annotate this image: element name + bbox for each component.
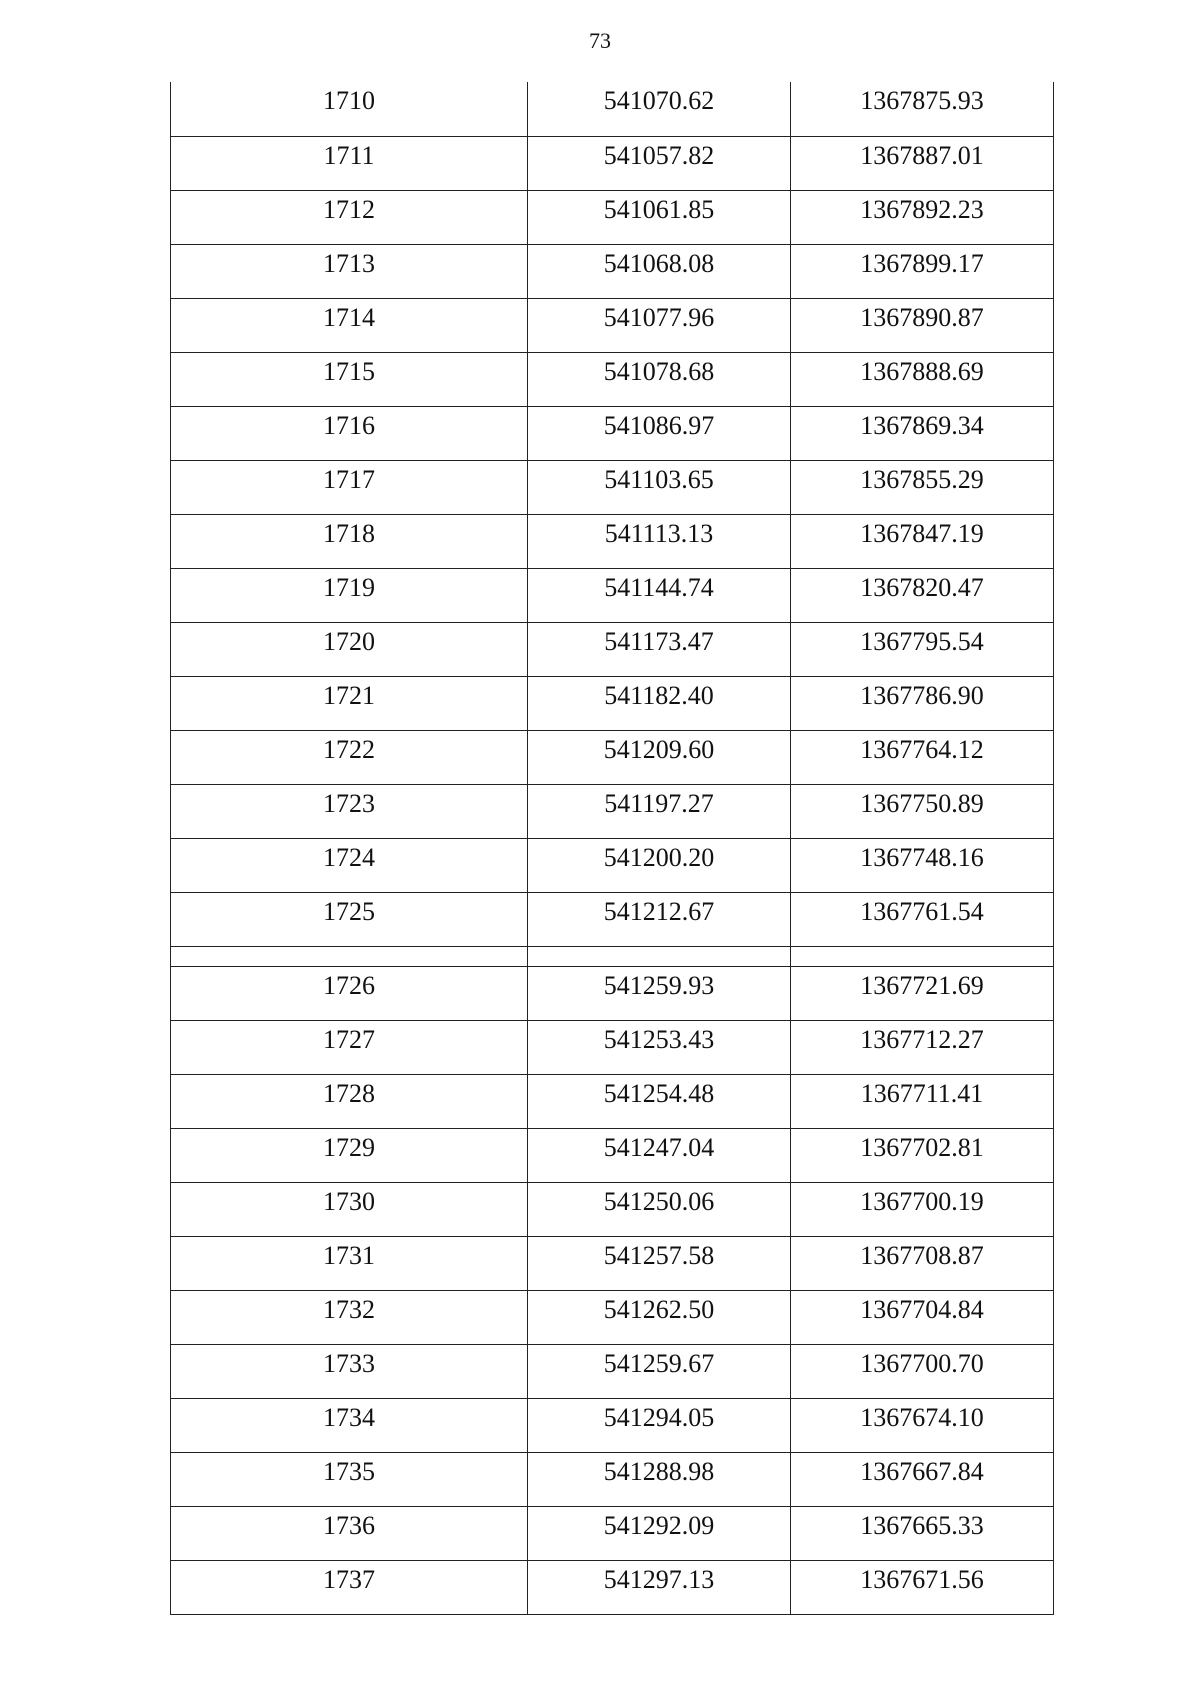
table-row (171, 838, 1054, 892)
y-coordinate-cell: 1367700.70 (791, 1344, 1054, 1398)
table-row (171, 460, 1054, 514)
x-coordinate-cell: 541173.47 (528, 622, 791, 676)
table-row (171, 1128, 1054, 1182)
table-row (171, 1398, 1054, 1452)
point-number-cell: 1732 (171, 1290, 528, 1344)
y-coordinate-cell: 1367750.89 (791, 784, 1054, 838)
y-coordinate-cell: 1367674.10 (791, 1398, 1054, 1452)
y-coordinate-cell: 1367700.19 (791, 1182, 1054, 1236)
table-row (171, 244, 1054, 298)
table-row (171, 568, 1054, 622)
y-coordinate-cell: 1367869.34 (791, 406, 1054, 460)
y-coordinate-cell (791, 946, 1054, 966)
point-number-cell: 1733 (171, 1344, 528, 1398)
table-row (171, 1560, 1054, 1614)
point-number-cell: 1718 (171, 514, 528, 568)
table-row (171, 966, 1054, 1020)
point-number-cell: 1721 (171, 676, 528, 730)
y-coordinate-cell: 1367892.23 (791, 190, 1054, 244)
x-coordinate-cell: 541294.05 (528, 1398, 791, 1452)
table-row (171, 1236, 1054, 1290)
point-number-cell: 1724 (171, 838, 528, 892)
table-row (171, 136, 1054, 190)
x-coordinate-cell: 541061.85 (528, 190, 791, 244)
y-coordinate-cell: 1367887.01 (791, 136, 1054, 190)
y-coordinate-cell: 1367899.17 (791, 244, 1054, 298)
y-coordinate-cell: 1367702.81 (791, 1128, 1054, 1182)
x-coordinate-cell: 541103.65 (528, 460, 791, 514)
point-number-cell: 1713 (171, 244, 528, 298)
table-row (171, 1074, 1054, 1128)
point-number-cell: 1716 (171, 406, 528, 460)
x-coordinate-cell: 541182.40 (528, 676, 791, 730)
point-number-cell: 1725 (171, 892, 528, 946)
x-coordinate-cell: 541253.43 (528, 1020, 791, 1074)
point-number-cell (171, 946, 528, 966)
point-number-cell: 1729 (171, 1128, 528, 1182)
point-number-cell: 1714 (171, 298, 528, 352)
x-coordinate-cell: 541257.58 (528, 1236, 791, 1290)
point-number-cell: 1715 (171, 352, 528, 406)
x-coordinate-cell: 541254.48 (528, 1074, 791, 1128)
point-number-cell: 1712 (171, 190, 528, 244)
y-coordinate-cell: 1367855.29 (791, 460, 1054, 514)
x-coordinate-cell (528, 946, 791, 966)
x-coordinate-cell: 541077.96 (528, 298, 791, 352)
point-number-cell: 1730 (171, 1182, 528, 1236)
x-coordinate-cell: 541259.93 (528, 966, 791, 1020)
table-row (171, 406, 1054, 460)
y-coordinate-cell: 1367890.87 (791, 298, 1054, 352)
table-row (171, 190, 1054, 244)
coordinates-table (170, 82, 1054, 1615)
x-coordinate-cell: 541057.82 (528, 136, 791, 190)
table-row (171, 1506, 1054, 1560)
y-coordinate-cell: 1367721.69 (791, 966, 1054, 1020)
coordinates-table-body (171, 82, 1054, 1614)
table-row (171, 1452, 1054, 1506)
table-row (171, 1182, 1054, 1236)
x-coordinate-cell: 541212.67 (528, 892, 791, 946)
table-row (171, 1290, 1054, 1344)
x-coordinate-cell: 541209.60 (528, 730, 791, 784)
table-row (171, 298, 1054, 352)
table-row (171, 1020, 1054, 1074)
y-coordinate-cell: 1367712.27 (791, 1020, 1054, 1074)
table-row (171, 82, 1054, 136)
y-coordinate-cell: 1367888.69 (791, 352, 1054, 406)
x-coordinate-cell: 541259.67 (528, 1344, 791, 1398)
point-number-cell: 1720 (171, 622, 528, 676)
point-number-cell: 1727 (171, 1020, 528, 1074)
x-coordinate-cell: 541200.20 (528, 838, 791, 892)
y-coordinate-cell: 1367795.54 (791, 622, 1054, 676)
point-number-cell: 1735 (171, 1452, 528, 1506)
point-number-cell: 1711 (171, 136, 528, 190)
table-row (171, 514, 1054, 568)
x-coordinate-cell: 541288.98 (528, 1452, 791, 1506)
x-coordinate-cell: 541250.06 (528, 1182, 791, 1236)
y-coordinate-cell: 1367667.84 (791, 1452, 1054, 1506)
point-number-cell: 1723 (171, 784, 528, 838)
x-coordinate-cell: 541070.62 (528, 82, 791, 136)
table-row (171, 622, 1054, 676)
table-row (171, 730, 1054, 784)
y-coordinate-cell: 1367665.33 (791, 1506, 1054, 1560)
y-coordinate-cell: 1367875.93 (791, 82, 1054, 136)
point-number-cell: 1719 (171, 568, 528, 622)
y-coordinate-cell: 1367708.87 (791, 1236, 1054, 1290)
point-number-cell: 1736 (171, 1506, 528, 1560)
x-coordinate-cell: 541068.08 (528, 244, 791, 298)
y-coordinate-cell: 1367847.19 (791, 514, 1054, 568)
table-row (171, 676, 1054, 730)
x-coordinate-cell: 541292.09 (528, 1506, 791, 1560)
point-number-cell: 1737 (171, 1560, 528, 1614)
x-coordinate-cell: 541144.74 (528, 568, 791, 622)
y-coordinate-cell: 1367764.12 (791, 730, 1054, 784)
y-coordinate-cell: 1367761.54 (791, 892, 1054, 946)
point-number-cell: 1728 (171, 1074, 528, 1128)
point-number-cell: 1734 (171, 1398, 528, 1452)
x-coordinate-cell: 541086.97 (528, 406, 791, 460)
y-coordinate-cell: 1367711.41 (791, 1074, 1054, 1128)
x-coordinate-cell: 541113.13 (528, 514, 791, 568)
point-number-cell: 1710 (171, 82, 528, 136)
point-number-cell: 1722 (171, 730, 528, 784)
x-coordinate-cell: 541247.04 (528, 1128, 791, 1182)
table-row (171, 784, 1054, 838)
x-coordinate-cell: 541078.68 (528, 352, 791, 406)
point-number-cell: 1717 (171, 460, 528, 514)
point-number-cell: 1726 (171, 966, 528, 1020)
y-coordinate-cell: 1367671.56 (791, 1560, 1054, 1614)
x-coordinate-cell: 541262.50 (528, 1290, 791, 1344)
table-row (171, 352, 1054, 406)
y-coordinate-cell: 1367748.16 (791, 838, 1054, 892)
y-coordinate-cell: 1367786.90 (791, 676, 1054, 730)
table-row (171, 946, 1054, 966)
page-number: 73 (589, 28, 611, 53)
point-number-cell: 1731 (171, 1236, 528, 1290)
x-coordinate-cell: 541197.27 (528, 784, 791, 838)
table-row (171, 1344, 1054, 1398)
y-coordinate-cell: 1367704.84 (791, 1290, 1054, 1344)
table-row (171, 892, 1054, 946)
x-coordinate-cell: 541297.13 (528, 1560, 791, 1614)
y-coordinate-cell: 1367820.47 (791, 568, 1054, 622)
